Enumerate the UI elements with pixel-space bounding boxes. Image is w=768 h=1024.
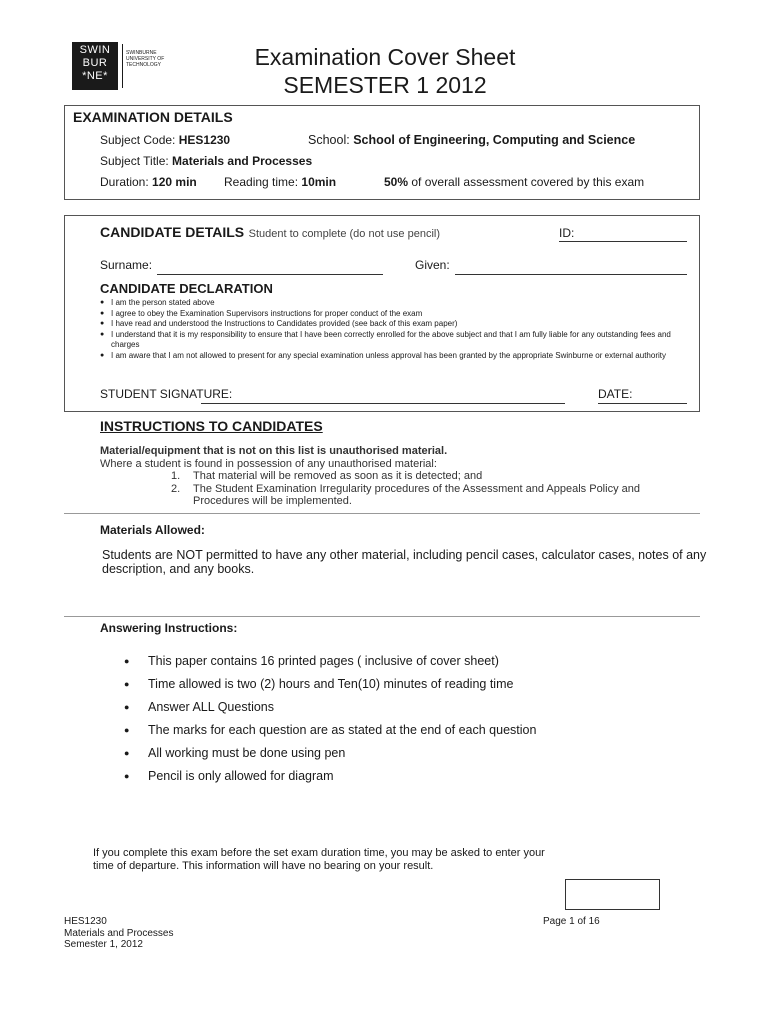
answering-instruction-item: ● All working must be done using pen <box>124 746 684 769</box>
assessment-text: of overall assessment covered by this exam <box>411 175 645 189</box>
student-signature-label: STUDENT SIGNATURE: <box>100 387 233 401</box>
id-field[interactable] <box>559 241 687 242</box>
answering-instruction-item: ● Time allowed is two (2) hours and Ten(10) minutes of reading time <box>124 677 684 700</box>
reading-time-label: Reading time: <box>224 175 299 189</box>
date-field[interactable] <box>598 403 687 404</box>
duration-value: 120 min <box>152 175 197 189</box>
candidate-details-header <box>100 224 440 242</box>
answering-instruction-item: ● Pencil is only allowed for diagram <box>124 769 684 792</box>
logo-subtitle-line: TECHNOLOGY <box>126 62 162 68</box>
materials-allowed-text: Students are NOT permitted to have any other material, including pencil cases, calculator cases, notes of any description, and any books. <box>102 548 707 576</box>
unauthorised-material-intro: Where a student is found in possession of any unauthorised material: <box>100 458 437 470</box>
declaration-item: ● I have read and understood the Instructions to Candidates provided (see back of this exam paper) <box>100 319 690 330</box>
logo-line: BUR <box>82 57 108 69</box>
assessment-weight <box>384 175 644 189</box>
examination-details-heading: EXAMINATION DETAILS <box>73 109 233 125</box>
answering-instructions-heading: Answering Instructions: <box>100 621 238 635</box>
swinburne-logo <box>72 42 168 90</box>
date-label: DATE: <box>598 387 633 401</box>
logo-subtitle-line: SWINBURNE <box>126 50 157 56</box>
school-value: School of Engineering, Computing and Science <box>353 133 636 147</box>
candidate-declaration-heading: CANDIDATE DECLARATION <box>100 281 273 296</box>
irregularity-item <box>171 470 671 483</box>
subject-code <box>100 133 230 147</box>
answering-instruction-item: ● This paper contains 16 printed pages ( inclusive of cover sheet) <box>124 654 684 677</box>
school <box>308 133 635 147</box>
declaration-item: ● I understand that it is my responsibility to ensure that I have been correctly enrolled for the above subject and that I am fully liable for any outstanding fees and charges <box>100 330 690 351</box>
student-signature-field[interactable] <box>201 403 565 404</box>
section-divider <box>64 513 700 514</box>
candidate-details-heading: CANDIDATE DETAILS <box>100 224 245 240</box>
materials-allowed-heading: Materials Allowed: <box>100 523 205 537</box>
logo-mark <box>72 42 118 90</box>
subject-title <box>100 154 312 168</box>
assessment-percent: 50% <box>384 175 409 189</box>
footer-info <box>64 916 174 951</box>
instructions-heading: INSTRUCTIONS TO CANDIDATES <box>100 418 323 434</box>
irregularity-list <box>171 470 671 508</box>
footer-semester: Semester 1, 2012 <box>64 939 143 950</box>
surname-field[interactable] <box>157 274 383 275</box>
unauthorised-material-notice: Material/equipment that is not on this list is unauthorised material. <box>100 445 448 457</box>
item-number: 2. <box>171 482 181 495</box>
answering-instruction-item: ● The marks for each question are as stated at the end of each question <box>124 723 684 746</box>
school-label: School: <box>308 133 350 147</box>
answering-instruction-item: ● Answer ALL Questions <box>124 700 684 723</box>
given-name-field[interactable] <box>455 274 687 275</box>
reading-time-value: 10min <box>301 175 337 189</box>
surname-label: Surname: <box>100 258 153 272</box>
departure-note: If you complete this exam before the set exam duration time, you may be asked to enter your time of departure. This information will have no bearing on your result. <box>93 847 545 872</box>
given-label: Given: <box>415 258 450 272</box>
item-number: 1. <box>171 470 181 482</box>
irregularity-item <box>171 483 671 508</box>
subject-title-label: Subject Title: <box>100 154 169 168</box>
logo-divider <box>122 44 123 88</box>
page-title: Examination Cover Sheet <box>254 44 516 70</box>
duration <box>100 175 197 189</box>
subject-title-value: Materials and Processes <box>172 154 313 168</box>
footer-subject-code: HES1230 <box>64 916 107 927</box>
declaration-list <box>100 298 690 361</box>
logo-line: SWIN <box>79 44 111 56</box>
page-number: Page 1 of 16 <box>543 916 600 927</box>
logo-line: *NE* <box>82 70 108 82</box>
declaration-item: ● I am aware that I am not allowed to present for any special examination unless approval has been granted by the appropriate Swinburne or external authority <box>100 351 690 362</box>
subject-code-value: HES1230 <box>178 133 231 147</box>
section-divider <box>64 616 700 617</box>
answering-instructions-list <box>124 654 684 792</box>
id-label: ID: <box>559 226 575 240</box>
page-subtitle: SEMESTER 1 2012 <box>283 72 487 98</box>
logo-subtitle <box>126 50 170 68</box>
item-text: The Student Examination Irregularity procedures of the Assessment and Appeals Policy and Procedures will be implemented. <box>193 482 640 507</box>
footer-subject-title: Materials and Processes <box>64 927 174 939</box>
departure-time-box[interactable] <box>565 879 660 910</box>
duration-label: Duration: <box>100 175 149 189</box>
declaration-item: ● I agree to obey the Examination Supervisors instructions for proper conduct of the exam <box>100 309 690 320</box>
logo-subtitle-line: UNIVERSITY OF <box>126 56 165 62</box>
reading-time <box>224 175 336 189</box>
subject-code-label: Subject Code: <box>100 133 176 147</box>
item-text: That material will be removed as soon as it is detected; and <box>193 470 483 482</box>
declaration-item: ● I am the person stated above <box>100 298 690 309</box>
candidate-details-note: Student to complete (do not use pencil) <box>248 228 441 240</box>
